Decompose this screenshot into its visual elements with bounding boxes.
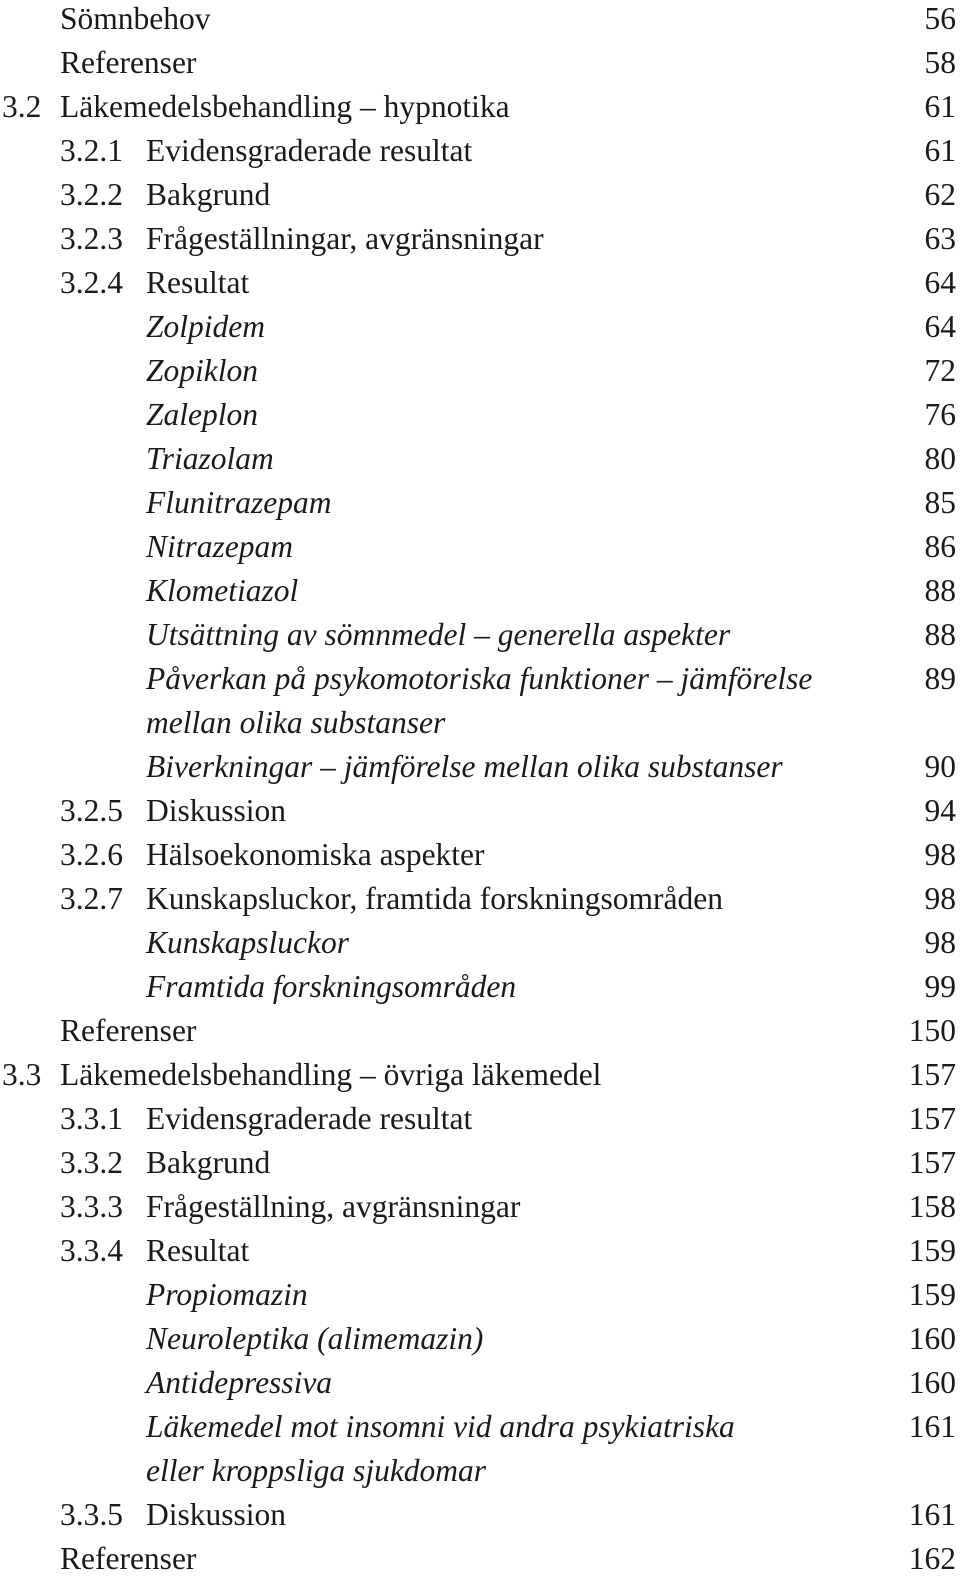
- toc-entry-title-line: Resultat: [146, 265, 250, 300]
- toc-entry: [0, 1273, 960, 1317]
- toc-entry-page-number: 58: [924, 45, 956, 80]
- toc-entry-number: 3.2: [2, 89, 42, 124]
- toc-entry-page-number: 94: [924, 793, 956, 828]
- toc-entry: [0, 1317, 960, 1361]
- toc-entry-title-line: Frågeställning, avgränsningar: [146, 1189, 521, 1224]
- toc-entry-title: [146, 129, 472, 173]
- toc-entry-page-number: 161: [908, 1497, 956, 1532]
- toc-entry: [0, 1141, 960, 1185]
- toc-entry-title-line: Framtida forskningsområden: [146, 969, 517, 1004]
- toc-entry-title: [146, 1493, 286, 1537]
- toc-entry-title-line: Zopiklon: [146, 353, 259, 388]
- toc-entry: [0, 1229, 960, 1273]
- toc-entry-number: 3.2.7: [60, 881, 123, 916]
- toc-entry-page-number: 98: [924, 925, 956, 960]
- toc-entry-title-line: Evidensgraderade resultat: [146, 133, 473, 168]
- toc-entry: [0, 217, 960, 261]
- toc-entry-title-line: Kunskapsluckor, framtida forskningsområden: [146, 881, 723, 916]
- toc-entry-number: 3.3.4: [60, 1233, 123, 1268]
- toc-entry-title: [146, 657, 812, 745]
- toc-entry-title-line: Neuroleptika (alimemazin): [146, 1321, 484, 1356]
- toc-entry-title-line: Hälsoekonomiska aspekter: [146, 837, 485, 872]
- toc-entry-title-line: Zaleplon: [146, 397, 259, 432]
- toc-entry-title-line: Läkemedel mot insomni vid andra psykiatriska: [146, 1409, 735, 1444]
- toc-entry: [0, 1405, 960, 1493]
- toc-entry-number: 3.2.3: [60, 221, 123, 256]
- toc-entry-page-number: 160: [908, 1365, 956, 1400]
- toc-entry: [0, 1053, 960, 1097]
- toc-entry-title: [146, 437, 274, 481]
- toc-entry-title-continuation: mellan olika substanser: [146, 705, 446, 740]
- toc-entry-title: [146, 1317, 483, 1361]
- toc-entry-title: [146, 1229, 249, 1273]
- toc-entry-title-line: Läkemedelsbehandling – hypnotika: [60, 89, 510, 124]
- toc-entry: [0, 1009, 960, 1053]
- toc-entry-page-number: 160: [908, 1321, 956, 1356]
- toc-entry-title: [146, 349, 258, 393]
- toc-entry-title-line: Diskussion: [146, 1497, 287, 1532]
- toc-entry: [0, 393, 960, 437]
- toc-entry-page-number: 64: [924, 309, 956, 344]
- toc-entry-title: [60, 0, 211, 41]
- toc-entry: [0, 173, 960, 217]
- toc-entry-title-line: Zolpidem: [146, 309, 266, 344]
- toc-entry-page-number: 150: [908, 1013, 956, 1048]
- toc-entry-number: 3.2.4: [60, 265, 123, 300]
- toc-entry-page-number: 61: [924, 133, 956, 168]
- toc-entry-number: 3.2.6: [60, 837, 123, 872]
- toc-entry: [0, 877, 960, 921]
- toc-entry: [0, 745, 960, 789]
- toc-entry-page-number: 63: [924, 221, 956, 256]
- toc-entry-title: [60, 1053, 601, 1097]
- toc-entry-page-number: 56: [924, 1, 956, 36]
- toc-entry: [0, 41, 960, 85]
- toc-entry: [0, 657, 960, 745]
- toc-entry-page-number: 88: [924, 573, 956, 608]
- toc-entry-title: [146, 1141, 270, 1185]
- toc-entry-page-number: 62: [924, 177, 956, 212]
- toc-entry: [0, 569, 960, 613]
- toc-entry-page-number: 90: [924, 749, 956, 784]
- toc-entry-page-number: 159: [908, 1277, 956, 1312]
- toc-entry: [0, 481, 960, 525]
- toc-entry-number: 3.3.1: [60, 1101, 123, 1136]
- toc-entry-title: [146, 217, 544, 261]
- toc-entry-title-line: Diskussion: [146, 793, 287, 828]
- toc-entry-page-number: 158: [908, 1189, 956, 1224]
- toc-entry-title-line: Läkemedelsbehandling – övriga läkemedel: [60, 1057, 602, 1092]
- toc-entry-title: [60, 41, 196, 85]
- toc-entry-title-line: Bakgrund: [146, 1145, 271, 1180]
- toc-entry: [0, 437, 960, 481]
- toc-entry-page-number: 64: [924, 265, 956, 300]
- toc-entry-page-number: 157: [908, 1145, 956, 1180]
- toc-entry-title: [146, 877, 723, 921]
- toc-entry-title: [146, 745, 783, 789]
- toc-entry-page-number: 98: [924, 881, 956, 916]
- toc-entry-title-line: Evidensgraderade resultat: [146, 1101, 473, 1136]
- toc-entry: [0, 525, 960, 569]
- toc-entry-number: 3.3.2: [60, 1145, 123, 1180]
- toc-entry-title-line: Bakgrund: [146, 177, 271, 212]
- toc-entry-page-number: 72: [924, 353, 956, 388]
- toc-entry-title: [146, 569, 298, 613]
- toc-entry-title-line: Resultat: [146, 1233, 250, 1268]
- toc-entry: [0, 305, 960, 349]
- toc-entry-title: [146, 921, 349, 965]
- toc-entry-page-number: 85: [924, 485, 956, 520]
- toc-entry-title: [146, 525, 293, 569]
- toc-entry-page-number: 162: [908, 1541, 956, 1576]
- toc-entry-title: [146, 1097, 472, 1141]
- toc-entry-title: [146, 789, 286, 833]
- toc-entry-title: [146, 1361, 332, 1405]
- toc-entry-title-line: Utsättning av sömnmedel – generella aspekter: [146, 617, 731, 652]
- toc-entry-page-number: 89: [924, 661, 956, 696]
- toc-entry-number: 3.3: [2, 1057, 42, 1092]
- toc-entry-title: [146, 305, 265, 349]
- toc-entry-title: [146, 1273, 308, 1317]
- toc-entry: [0, 85, 960, 129]
- toc-entry-page-number: 98: [924, 837, 956, 872]
- toc-entry-title: [146, 965, 516, 1009]
- toc-entry-page-number: 99: [924, 969, 956, 1004]
- toc-entry-page-number: 161: [908, 1409, 956, 1444]
- toc-entry-title: [146, 1185, 520, 1229]
- toc-entry-title-line: Påverkan på psykomotoriska funktioner – jämförelse: [146, 661, 813, 696]
- toc-entry: [0, 1537, 960, 1581]
- toc-entry-number: 3.2.5: [60, 793, 123, 828]
- toc-entry-title-line: Nitrazepam: [146, 529, 294, 564]
- toc-entry-page-number: 80: [924, 441, 956, 476]
- toc-entry-page-number: 61: [924, 89, 956, 124]
- toc-entry: [0, 1493, 960, 1537]
- toc-entry-page-number: 159: [908, 1233, 956, 1268]
- toc-entry-title: [146, 393, 258, 437]
- toc-entry: [0, 965, 960, 1009]
- toc-entry-title-line: Sömnbehov: [60, 1, 211, 36]
- toc-entry-title-line: Flunitrazepam: [146, 485, 332, 520]
- toc-entry-page-number: 157: [908, 1101, 956, 1136]
- toc-entry-number: 3.3.5: [60, 1497, 123, 1532]
- toc-entry-title: [146, 613, 730, 657]
- toc-entry-title: [146, 833, 485, 877]
- toc-entry-title-line: Antidepressiva: [146, 1365, 333, 1400]
- toc-entry-page-number: 76: [924, 397, 956, 432]
- toc-entry: [0, 349, 960, 393]
- toc-entry-title: [60, 85, 510, 129]
- toc-entry-number: 3.3.3: [60, 1189, 123, 1224]
- toc-entry-title-line: Referenser: [60, 1541, 197, 1576]
- toc-entry-title: [60, 1537, 196, 1581]
- toc-entry-title-line: Referenser: [60, 45, 197, 80]
- toc-entry-title: [60, 1009, 196, 1053]
- toc-entry-title-line: Kunskapsluckor: [146, 925, 349, 960]
- toc-entry-number: 3.2.2: [60, 177, 123, 212]
- toc-entry: [0, 833, 960, 877]
- toc-entry-page-number: 86: [924, 529, 956, 564]
- toc-entry-title: [146, 261, 249, 305]
- toc-entry-page-number: 88: [924, 617, 956, 652]
- toc-entry-title-continuation: eller kroppsliga sjukdomar: [146, 1453, 487, 1488]
- toc-entry-title: [146, 1405, 735, 1493]
- toc-entry-title: [146, 481, 332, 525]
- toc-entry-page-number: 157: [908, 1057, 956, 1092]
- toc-entry: [0, 261, 960, 305]
- toc-entry: [0, 0, 960, 41]
- toc-entry-title-line: Biverkningar – jämförelse mellan olika substanser: [146, 749, 783, 784]
- toc-entry-title-line: Referenser: [60, 1013, 197, 1048]
- toc-entry-title-line: Frågeställningar, avgränsningar: [146, 221, 544, 256]
- toc-entry-title-line: Propiomazin: [146, 1277, 308, 1312]
- toc-entry-title: [146, 173, 270, 217]
- toc-entry: [0, 613, 960, 657]
- toc-entry: [0, 1361, 960, 1405]
- toc-entry-number: 3.2.1: [60, 133, 123, 168]
- toc-entry: [0, 921, 960, 965]
- toc-entry: [0, 129, 960, 173]
- toc-entry: [0, 1185, 960, 1229]
- toc-entry-title-line: Klometiazol: [146, 573, 299, 608]
- toc-entry: [0, 789, 960, 833]
- toc-entry: [0, 1097, 960, 1141]
- toc-entry-title-line: Triazolam: [146, 441, 274, 476]
